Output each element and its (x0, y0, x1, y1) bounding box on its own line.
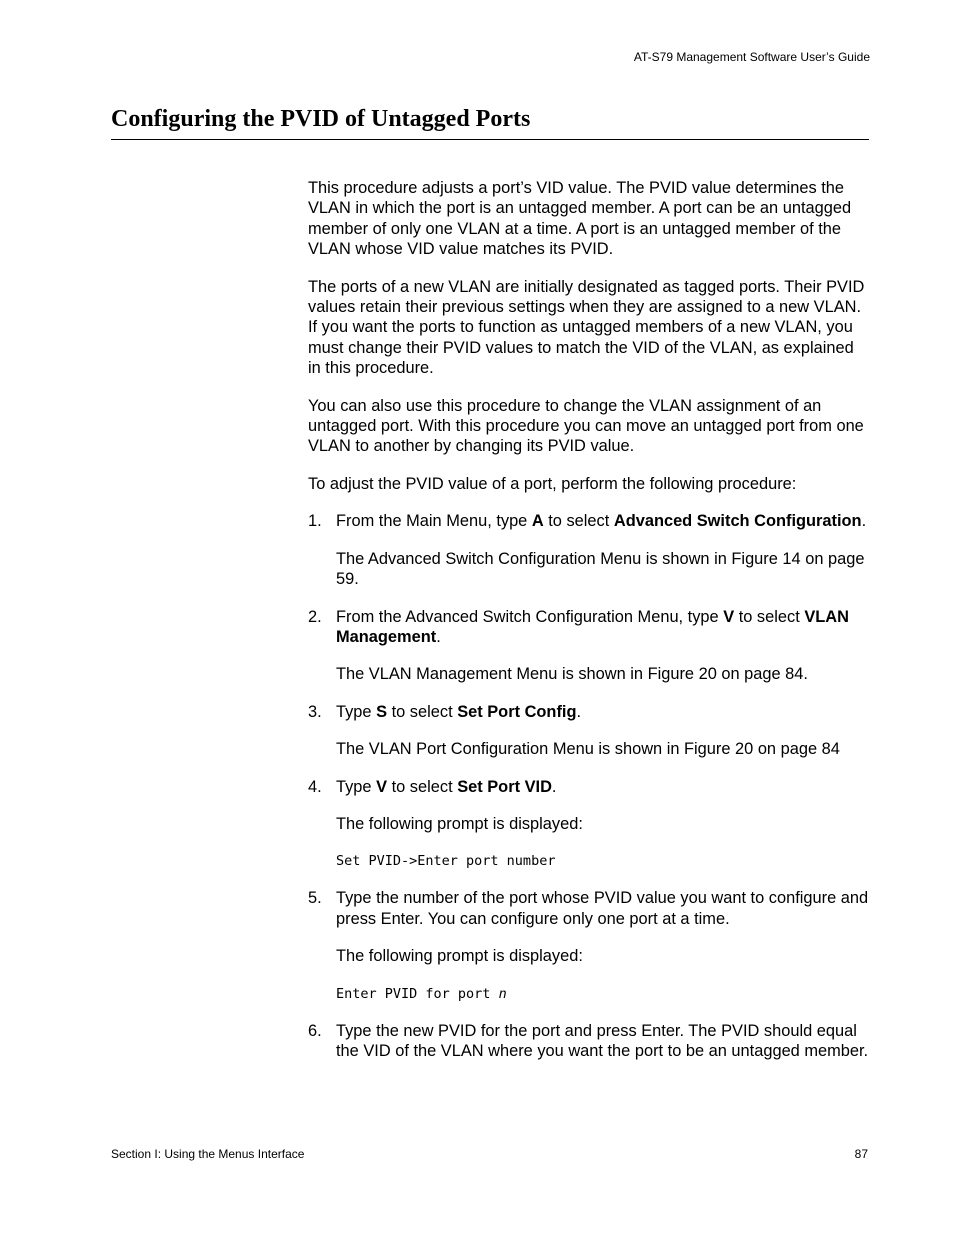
console-prompt: Enter PVID for port n (336, 985, 507, 1002)
step-instruction: Type the new PVID for the port and press Enter. The PVID should equal the VID of the VLAN where you want the port to be an untagged member. (336, 1021, 869, 1060)
step-number: 5. (308, 889, 322, 908)
step-instruction: From the Main Menu, type A to select Advanced Switch Configuration. (336, 512, 867, 531)
tagged-ports-paragraph: The ports of a new VLAN are initially designated as tagged ports. Their PVID values retain their previous settings when they are assigned to a new VLAN. If you want the ports to function as untagged members of a new VLAN, you must change their PVID values to match the VID of the VLAN, as explained in this procedure. (308, 277, 865, 378)
step-instruction: Type V to select Set Port VID. (336, 777, 557, 796)
procedure-step-6 (308, 1021, 870, 1062)
menu-key: V (723, 607, 735, 626)
step-number: 1. (308, 512, 322, 531)
procedure-step-3 (308, 702, 870, 760)
menu-key: A (531, 512, 544, 531)
procedure-step-5 (308, 888, 870, 1003)
footer-section-label: Section I: Using the Menus Interface (111, 1147, 305, 1161)
body-content (308, 178, 870, 1078)
menu-key: V (376, 777, 388, 796)
step-number: 6. (308, 1021, 322, 1040)
procedure-step-4 (308, 777, 870, 872)
step-note: The VLAN Port Configuration Menu is shown in Figure 20 on page 84 (336, 740, 840, 759)
step-instruction: Type the number of the port whose PVID value you want to configure and press Enter. You can configure only one port at a time. (336, 889, 869, 928)
title-divider (111, 139, 869, 140)
procedure-steps (308, 511, 870, 1061)
procedure-lead-paragraph: To adjust the PVID value of a port, perform the following procedure: (308, 474, 797, 493)
page-title: Configuring the PVID of Untagged Ports (111, 106, 531, 132)
vlan-assignment-paragraph: You can also use this procedure to change the VLAN assignment of an untagged port. With this procedure you can move an untagged port from one VLAN to another by changing its PVID value. (308, 396, 864, 456)
menu-option: Advanced Switch Configuration (613, 512, 862, 531)
step-note: The Advanced Switch Configuration Menu is shown in Figure 14 on page 59. (336, 549, 865, 589)
console-prompt: Set PVID->Enter port number (336, 853, 556, 870)
menu-option: Set Port Config (457, 702, 577, 721)
step-note: The following prompt is displayed: (336, 814, 583, 833)
menu-key: S (376, 702, 388, 721)
step-number: 2. (308, 607, 322, 626)
menu-option: VLAN Management (336, 607, 849, 646)
intro-paragraph: This procedure adjusts a port’s VID value. The PVID value determines the VLAN in which the port is an untagged member. A port can be an untagged member of only one VLAN at a time. A port is an untagged member of the VLAN whose VID value matches its PVID. (308, 179, 852, 259)
step-instruction: Type S to select Set Port Config. (336, 702, 582, 721)
procedure-step-1 (308, 511, 870, 589)
procedure-step-2 (308, 607, 870, 685)
step-note: The following prompt is displayed: (336, 947, 583, 966)
port-variable: n (498, 985, 507, 1002)
menu-option: Set Port VID (457, 777, 552, 796)
page-number: 87 (854, 1147, 868, 1161)
running-header: AT-S79 Management Software User’s Guide (633, 50, 870, 64)
step-instruction: From the Advanced Switch Configuration Menu, type V to select VLAN Management. (336, 607, 849, 646)
step-note: The VLAN Management Menu is shown in Figure 20 on page 84. (336, 665, 808, 684)
step-number: 3. (308, 702, 322, 721)
step-number: 4. (308, 777, 322, 796)
